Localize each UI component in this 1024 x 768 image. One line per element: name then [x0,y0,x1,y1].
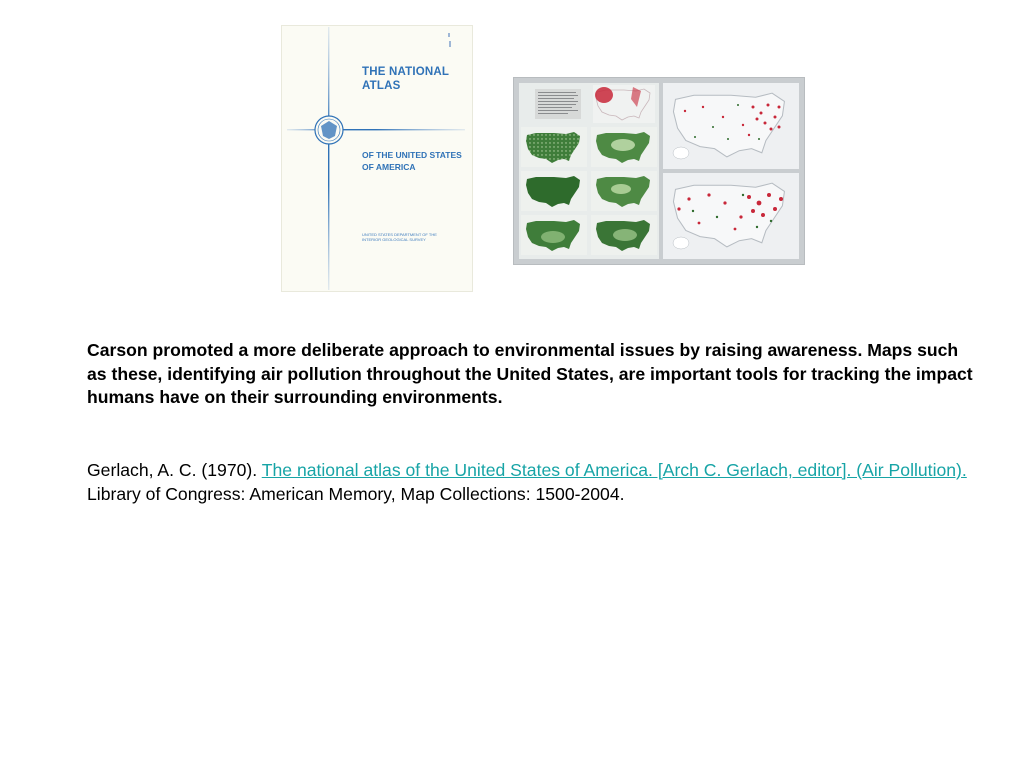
cover-publisher: UNITED STATES DEPARTMENT OF THE INTERIOR GEOLOGICAL SURVEY [362,232,437,242]
citation-source: Library of Congress: American Memory, Map Collections: 1500-2004. [87,484,625,504]
citation-author: Gerlach, A. C. (1970). [87,460,258,480]
citation [87,458,977,506]
caption-text: Carson promoted a more deliberate approach to environmental issues by raising awareness. Maps such as these, identifying air pollution throughout the United States, are important tools for tracking the impact humans have on their surrounding environments. [87,340,973,407]
map-plate-graphic [513,77,805,265]
citation-link[interactable]: The national atlas of the United States of America. [Arch C. Gerlach, editor]. (Air Pollution). [261,460,967,480]
cover-title: THE NATIONAL ATLAS [362,66,449,92]
air-pollution-maps-image [513,77,805,265]
cover-subtitle: OF THE UNITED STATES OF AMERICA [362,150,462,172]
atlas-cover-image [281,25,473,292]
